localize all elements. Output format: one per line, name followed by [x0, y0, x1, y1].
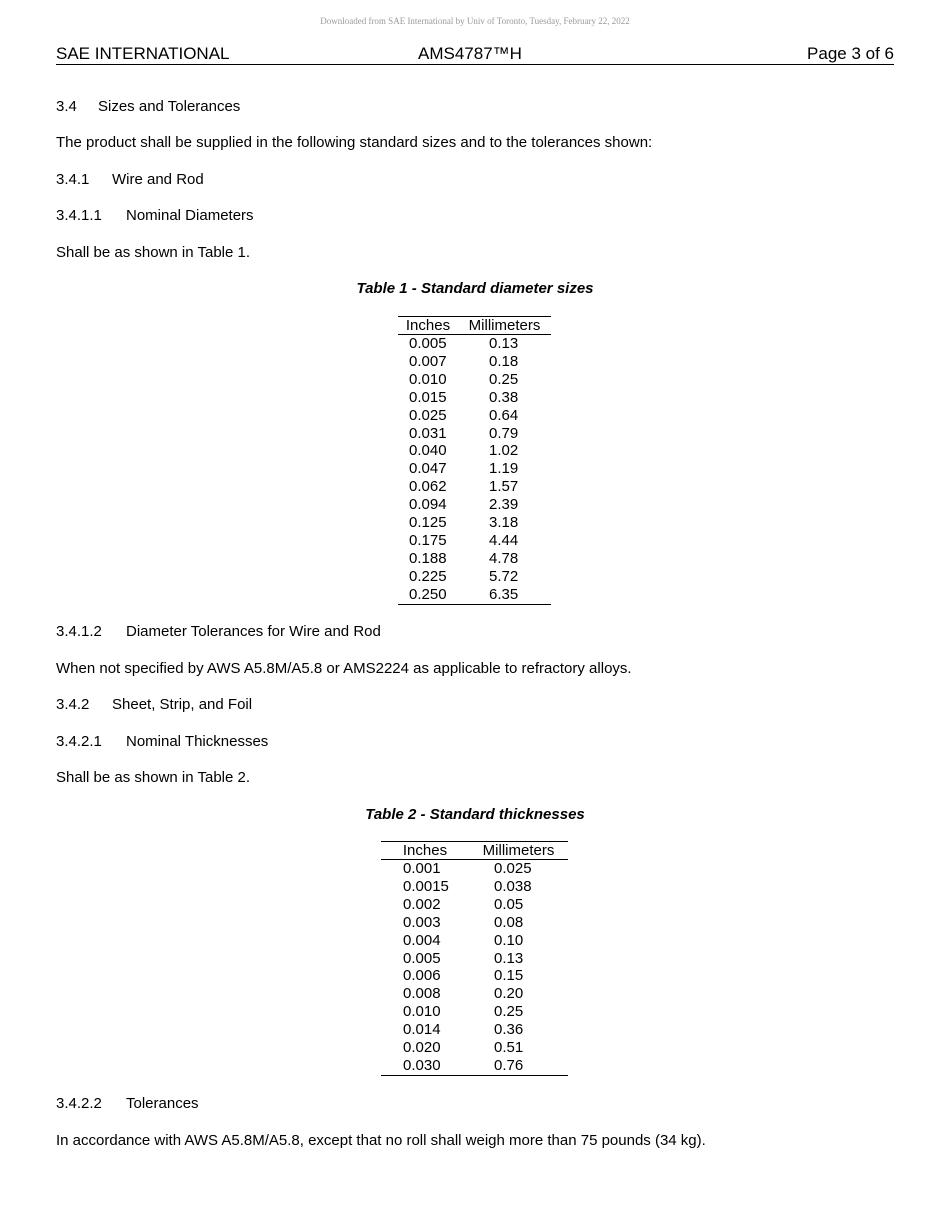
table-row	[381, 1057, 568, 1075]
cell-millimeters: 2.39	[489, 496, 519, 514]
download-watermark: Downloaded from SAE International by Univ of Toronto, Tuesday, February 22, 2022	[320, 16, 630, 26]
cell-inches: 0.040	[409, 442, 447, 460]
paragraph-3-4-1-2: When not specified by AWS A5.8M/A5.8 or AMS2224 as applicable to refractory alloys.	[56, 660, 632, 677]
table-row	[381, 985, 568, 1003]
section-title: Sizes and Tolerances	[98, 98, 241, 115]
cell-inches: 0.025	[409, 406, 447, 424]
cell-millimeters: 0.05	[494, 895, 524, 913]
cell-millimeters: 5.72	[489, 567, 519, 585]
cell-millimeters: 0.79	[489, 424, 519, 442]
cell-inches: 0.007	[409, 352, 447, 370]
cell-inches: 0.010	[409, 370, 447, 388]
cell-millimeters: 0.13	[489, 335, 519, 352]
table-row	[381, 896, 568, 914]
section-title: Tolerances	[126, 1095, 199, 1112]
table-row	[398, 353, 551, 371]
table-row	[398, 442, 551, 460]
table-row	[398, 550, 551, 568]
table-2-caption: Table 2 - Standard thicknesses	[365, 806, 585, 823]
table-row	[398, 371, 551, 389]
cell-millimeters: 0.51	[494, 1039, 524, 1057]
section-title: Nominal Diameters	[126, 207, 254, 224]
cell-millimeters: 0.36	[494, 1021, 524, 1039]
paragraph-3-4-1-1: Shall be as shown in Table 1.	[56, 244, 251, 261]
section-number: 3.4.1.2	[56, 623, 102, 640]
paragraph-3-4-2-2: In accordance with AWS A5.8M/A5.8, except that no roll shall weigh more than 75 pounds (34 kg).	[56, 1132, 706, 1149]
cell-millimeters: 0.20	[494, 985, 524, 1003]
cell-inches: 0.005	[409, 335, 447, 352]
section-heading-3-4	[56, 98, 240, 115]
cell-millimeters: 0.10	[494, 931, 524, 949]
table-row	[398, 389, 551, 407]
section-heading-3-4-2-1	[56, 733, 268, 750]
section-number: 3.4.2.1	[56, 733, 102, 750]
cell-millimeters: 1.57	[489, 478, 519, 496]
section-number: 3.4.2.2	[56, 1095, 102, 1112]
table-header-row	[398, 317, 551, 335]
cell-inches: 0.001	[403, 860, 441, 877]
header-document-id: AMS4787™H	[418, 44, 522, 63]
column-header-inches: Inches	[398, 317, 458, 335]
table-row	[381, 860, 568, 878]
cell-millimeters: 0.64	[489, 406, 519, 424]
header-page-number: Page 3 of 6	[807, 44, 894, 63]
cell-millimeters: 4.78	[489, 549, 519, 567]
section-title: Nominal Thicknesses	[126, 733, 269, 750]
header-organization: SAE INTERNATIONAL	[56, 44, 230, 63]
cell-millimeters: 0.25	[489, 370, 519, 388]
table-2-standard-thicknesses	[381, 841, 568, 1076]
table-row	[381, 878, 568, 896]
table-row	[398, 514, 551, 532]
table-row	[398, 496, 551, 514]
section-number: 3.4.2	[56, 696, 90, 713]
cell-millimeters: 1.02	[489, 442, 519, 460]
cell-millimeters: 6.35	[458, 586, 551, 604]
table-row	[381, 967, 568, 985]
cell-inches: 0.004	[403, 931, 441, 949]
section-heading-3-4-1-2	[56, 623, 381, 640]
cell-inches: 0.006	[403, 967, 441, 985]
cell-millimeters: 0.25	[494, 1003, 524, 1021]
cell-inches: 0.225	[409, 567, 447, 585]
table-1-standard-diameters	[398, 316, 551, 605]
paragraph-3-4: The product shall be supplied in the following standard sizes and to the tolerances shown:	[56, 134, 653, 151]
column-header-inches: Inches	[381, 842, 469, 860]
section-title: Wire and Rod	[112, 171, 204, 188]
table-row	[398, 568, 551, 586]
cell-millimeters: 0.18	[489, 352, 519, 370]
table-row	[381, 950, 568, 968]
table-row	[381, 932, 568, 950]
page-header	[56, 44, 894, 65]
cell-inches: 0.015	[409, 388, 447, 406]
cell-millimeters: 1.19	[489, 460, 519, 478]
cell-inches: 0.062	[409, 478, 447, 496]
cell-inches: 0.005	[403, 949, 441, 967]
column-header-millimeters: Millimeters	[458, 317, 551, 335]
table-row	[398, 407, 551, 425]
section-title: Sheet, Strip, and Foil	[112, 696, 253, 713]
cell-millimeters: 0.76	[469, 1057, 568, 1075]
table-row	[398, 478, 551, 496]
section-title: Diameter Tolerances for Wire and Rod	[126, 623, 381, 640]
section-heading-3-4-1-1	[56, 207, 254, 224]
table-header-row	[381, 842, 568, 860]
paragraph-3-4-2-1: Shall be as shown in Table 2.	[56, 769, 251, 786]
cell-inches: 0.188	[409, 549, 447, 567]
cell-millimeters: 4.44	[489, 531, 519, 549]
cell-inches: 0.020	[403, 1039, 441, 1057]
table-1-caption: Table 1 - Standard diameter sizes	[356, 280, 594, 297]
cell-millimeters: 0.15	[494, 967, 524, 985]
section-number: 3.4.1.1	[56, 207, 102, 224]
cell-inches: 0.094	[409, 496, 447, 514]
cell-inches: 0.030	[381, 1057, 469, 1075]
cell-millimeters: 0.13	[494, 949, 524, 967]
table-row	[398, 335, 551, 353]
section-number: 3.4	[56, 98, 77, 115]
cell-millimeters: 0.38	[489, 388, 519, 406]
cell-inches: 0.003	[403, 913, 441, 931]
table-row	[381, 1021, 568, 1039]
table-row	[381, 1003, 568, 1021]
cell-inches: 0.0015	[403, 877, 449, 895]
cell-inches: 0.031	[409, 424, 447, 442]
cell-inches: 0.010	[403, 1003, 441, 1021]
cell-inches: 0.008	[403, 985, 441, 1003]
cell-inches: 0.250	[398, 586, 458, 604]
section-heading-3-4-1	[56, 171, 204, 188]
cell-millimeters: 3.18	[489, 514, 519, 532]
cell-inches: 0.175	[409, 531, 447, 549]
cell-inches: 0.125	[409, 514, 447, 532]
cell-inches: 0.047	[409, 460, 447, 478]
cell-millimeters: 0.025	[494, 860, 532, 877]
column-header-millimeters: Millimeters	[469, 842, 568, 860]
cell-millimeters: 0.08	[494, 913, 524, 931]
cell-inches: 0.014	[403, 1021, 441, 1039]
table-row	[381, 914, 568, 932]
cell-millimeters: 0.038	[494, 877, 532, 895]
table-row	[381, 1039, 568, 1057]
section-number: 3.4.1	[56, 171, 90, 188]
table-row	[398, 425, 551, 443]
table-row	[398, 586, 551, 604]
cell-inches: 0.002	[403, 895, 441, 913]
section-heading-3-4-2-2	[56, 1095, 199, 1112]
table-row	[398, 460, 551, 478]
section-heading-3-4-2	[56, 696, 252, 713]
table-row	[398, 532, 551, 550]
